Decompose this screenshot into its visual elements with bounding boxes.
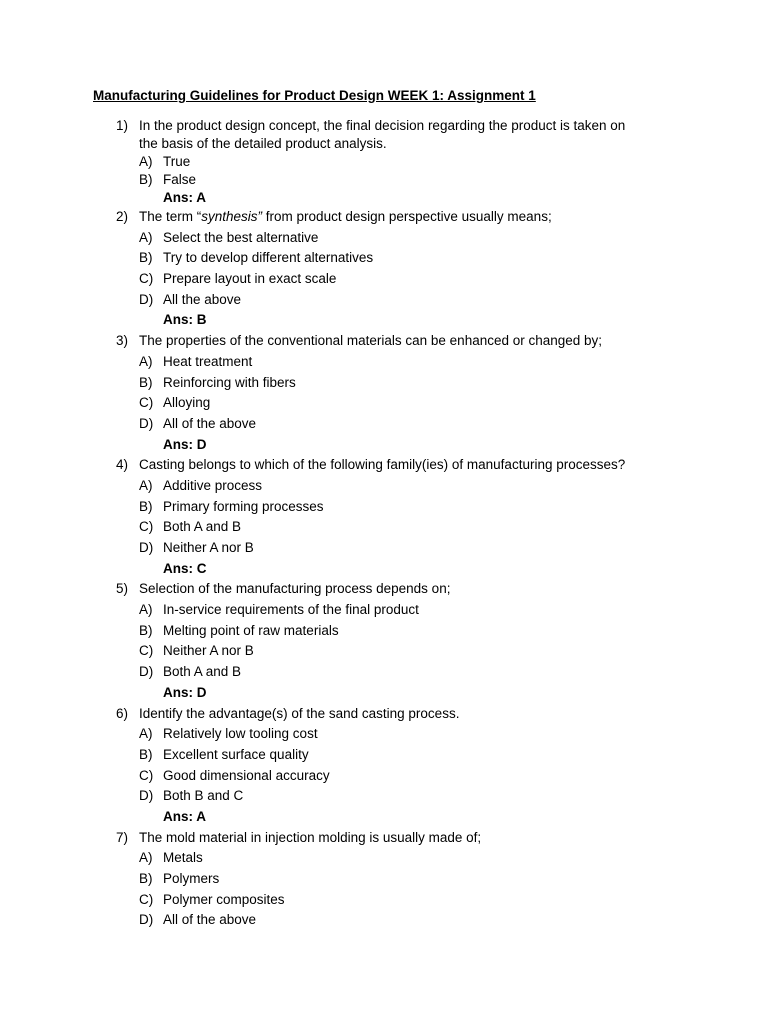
option-b (0, 373, 768, 394)
answer-text: Ans: B (163, 312, 207, 328)
question-stem-line (0, 704, 768, 725)
option-text: Select the best alternative (163, 229, 319, 245)
option-letter: D) (139, 788, 154, 804)
option-letter: C) (139, 519, 154, 535)
option-text: Try to develop different alternatives (163, 250, 374, 266)
option-text: True (163, 154, 191, 169)
option-letter: C) (139, 271, 154, 287)
option-letter: C) (139, 891, 154, 907)
question-list (0, 117, 768, 931)
question-text: The mold material in injection molding is usually made of; (139, 829, 482, 845)
option-b (0, 745, 768, 766)
option-letter: D) (139, 291, 154, 307)
option-text: Polymers (163, 871, 220, 886)
answer-text: Ans: A (163, 190, 206, 205)
option-letter: C) (139, 767, 154, 783)
question-stem-line (0, 828, 768, 849)
question-text (139, 207, 669, 228)
question-text-before: The term “ (139, 209, 202, 224)
option-text: Relatively low tooling cost (163, 726, 318, 742)
question-6 (0, 704, 768, 828)
option-d (0, 786, 768, 807)
answer-line (0, 807, 768, 828)
answer-line (0, 189, 768, 207)
answer-text: Ans: D (163, 684, 207, 700)
option-text: False (163, 172, 197, 187)
option-letter: B) (139, 746, 153, 762)
question-number: 7) (116, 829, 129, 845)
question-7 (0, 828, 768, 931)
option-letter: A) (139, 229, 153, 245)
option-a (0, 352, 768, 373)
option-text: Both A and B (163, 519, 242, 535)
option-text: Prepare layout in exact scale (163, 271, 337, 287)
option-letter: A) (139, 602, 153, 618)
option-text: In-service requirements of the final product (163, 602, 419, 618)
option-text: Both A and B (163, 664, 242, 680)
option-a (0, 153, 768, 171)
option-text: Neither A nor B (163, 540, 254, 555)
answer-text: Ans: A (163, 808, 206, 824)
option-letter: A) (139, 477, 153, 493)
option-a (0, 228, 768, 249)
option-text: All of the above (163, 912, 257, 928)
question-number: 5) (116, 581, 129, 597)
question-text-after: from product design perspective usually means; (262, 209, 552, 224)
question-stem-line (0, 207, 768, 228)
question-text: The properties of the conventional materials can be enhanced or changed by; (139, 333, 603, 349)
question-stem-line (0, 135, 768, 153)
option-a (0, 724, 768, 745)
question-text: Selection of the manufacturing process depends on; (139, 581, 451, 597)
option-b (0, 497, 768, 518)
option-letter: B) (139, 622, 153, 638)
option-a (0, 600, 768, 621)
option-a (0, 476, 768, 497)
question-stem-line (0, 331, 768, 352)
option-text: All of the above (163, 415, 257, 431)
option-d (0, 538, 768, 559)
option-text: Alloying (163, 395, 211, 411)
option-letter: C) (139, 395, 154, 411)
option-c (0, 269, 768, 290)
option-text: Reinforcing with fibers (163, 374, 296, 390)
answer-text: Ans: D (163, 436, 207, 452)
option-letter: A) (139, 154, 153, 169)
option-b (0, 621, 768, 642)
option-c (0, 393, 768, 414)
option-c (0, 890, 768, 911)
option-letter: C) (139, 643, 154, 659)
option-b (0, 869, 768, 890)
option-letter: A) (139, 726, 153, 742)
answer-line (0, 683, 768, 704)
question-text: In the product design concept, the final decision regarding the product is taken on (139, 118, 626, 133)
option-text: Both B and C (163, 788, 244, 804)
question-number: 2) (116, 209, 129, 224)
option-d (0, 910, 768, 931)
option-text: Melting point of raw materials (163, 622, 339, 638)
question-2 (0, 207, 768, 331)
question-text-italic: synthesis” (201, 209, 263, 224)
document-title: Manufacturing Guidelines for Product Design WEEK 1: Assignment 1 (93, 88, 536, 103)
answer-line (0, 310, 768, 331)
question-number: 6) (116, 705, 129, 721)
question-5 (0, 579, 768, 703)
option-text: Excellent surface quality (163, 746, 309, 762)
option-letter: B) (139, 871, 153, 886)
option-letter: D) (139, 912, 154, 928)
question-text-continued: the basis of the detailed product analysis. (139, 136, 387, 151)
option-text: Neither A nor B (163, 643, 254, 659)
option-letter: B) (139, 172, 153, 187)
question-text: Casting belongs to which of the following family(ies) of manufacturing processes? (139, 457, 626, 473)
question-3 (0, 331, 768, 455)
option-a (0, 848, 768, 869)
answer-line (0, 559, 768, 580)
option-c (0, 766, 768, 787)
option-letter: A) (139, 850, 153, 866)
option-d (0, 290, 768, 311)
option-text: Polymer composites (163, 891, 285, 907)
question-number: 4) (116, 457, 129, 473)
option-text: Heat treatment (163, 353, 253, 369)
option-letter: D) (139, 540, 154, 555)
option-c (0, 641, 768, 662)
question-number: 3) (116, 333, 129, 349)
question-4 (0, 455, 768, 579)
option-text: Metals (163, 850, 203, 866)
option-b (0, 248, 768, 269)
answer-text: Ans: C (163, 560, 207, 576)
option-c (0, 517, 768, 538)
option-d (0, 414, 768, 435)
option-text: Good dimensional accuracy (163, 767, 330, 783)
option-b (0, 171, 768, 189)
answer-line (0, 435, 768, 456)
option-letter: A) (139, 353, 153, 369)
option-text: Primary forming processes (163, 498, 324, 514)
option-text: All the above (163, 291, 242, 307)
question-1 (0, 117, 768, 207)
option-letter: D) (139, 415, 154, 431)
option-d (0, 662, 768, 683)
option-letter: B) (139, 498, 153, 514)
question-stem-line (0, 455, 768, 476)
option-letter: D) (139, 664, 154, 680)
option-letter: B) (139, 250, 153, 266)
question-text: Identify the advantage(s) of the sand casting process. (139, 705, 460, 721)
question-number: 1) (116, 118, 129, 133)
option-text: Additive process (163, 477, 263, 493)
question-stem-line (0, 117, 768, 135)
question-stem-line (0, 579, 768, 600)
option-letter: B) (139, 374, 153, 390)
